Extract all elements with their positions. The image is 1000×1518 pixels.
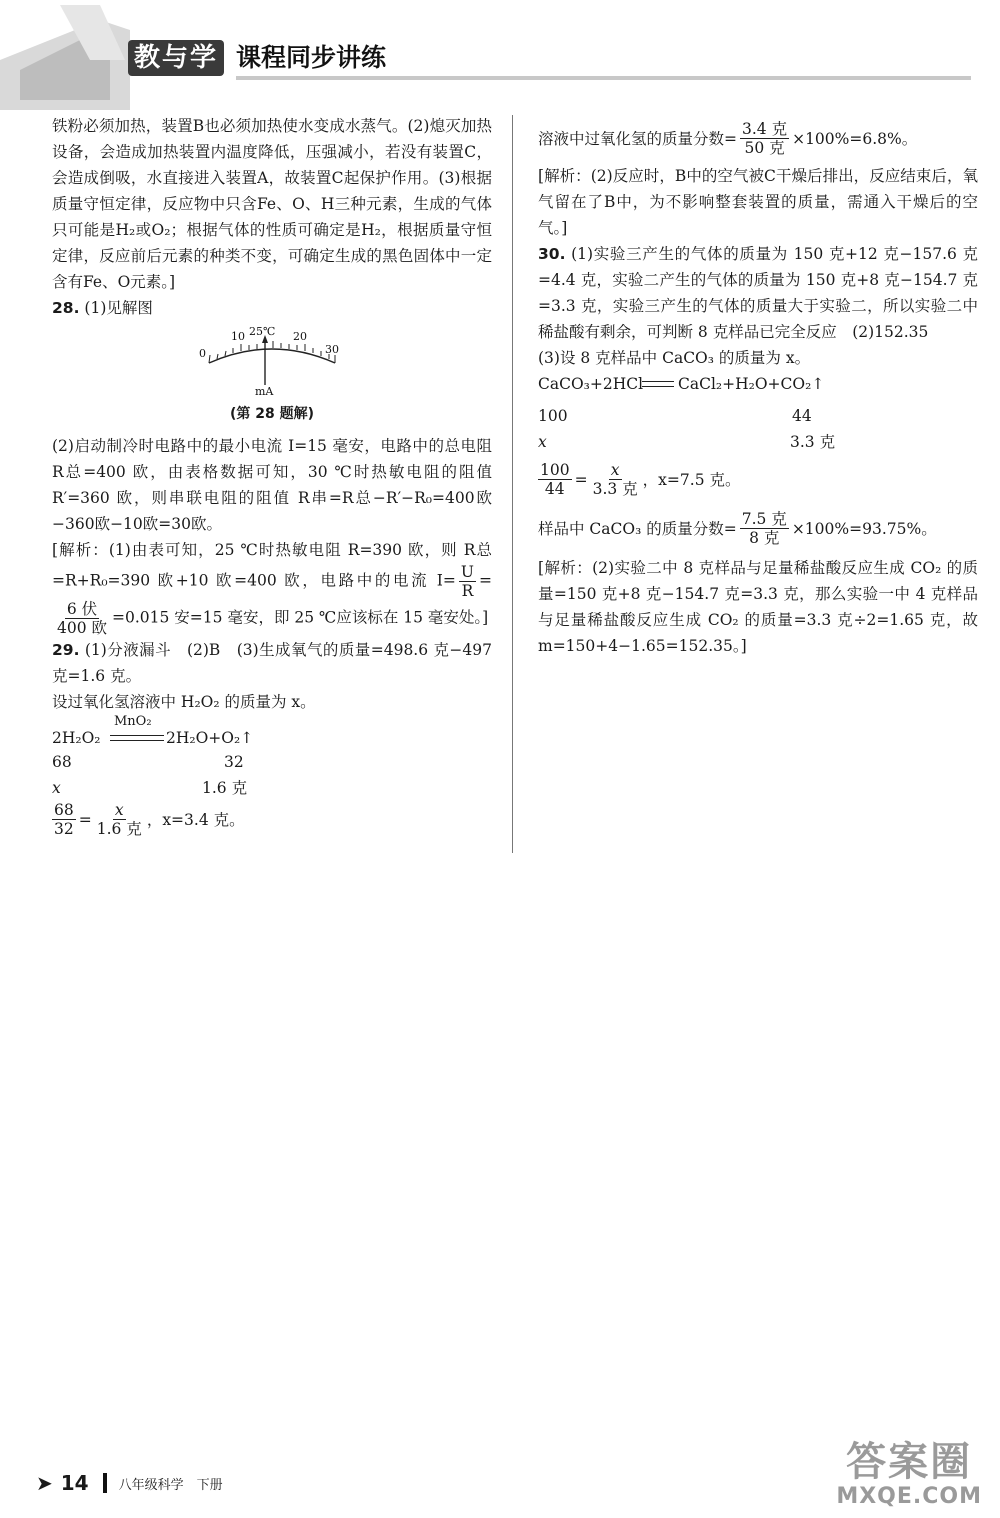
equation-right: CaCl₂+H₂O+CO₂↑ [678,375,825,393]
fraction-u-over-r [459,563,476,600]
fraction-x-over-mass [95,801,144,838]
meter-tick-0: 0 [199,347,206,360]
fraction-caco3-over-sample [740,510,789,547]
q28-number: 28. [52,299,80,317]
mass-fraction-result: ×100%=6.8%。 [792,129,918,148]
fraction-denominator: 1.6 克 [96,820,142,838]
fraction-100-over-44 [538,461,572,498]
proportion-solve: $\frac{68}{32}$ = $\frac{x}{\text{1.6 克}}$ ，x=3.4 克。 [54,801,245,838]
equation-h2o2 [52,715,492,749]
q29-part1-text: (1)分液漏斗 (2)B (3)生成氧气的质量=498.6 克−497 克=1.6 克。 [52,641,492,685]
fraction-denominator: 8 克 [749,529,780,547]
molar-mass-1: 100 [538,407,568,425]
fraction-numerator: 7.5 克 [741,510,787,528]
unknown-x: x [52,779,61,797]
fraction-denominator: 3.3 克 [592,480,638,498]
meter-unit: mA [255,385,274,397]
q28-part1 [52,295,492,321]
known-mass: 3.3 克 [790,433,836,451]
fraction-numerator: x [610,461,620,479]
q30-analysis: [解析：(2)实验二中 8 克样品与足量稀盐酸反应生成 CO₂ 的质量=150 克+8 克−154.7 克=3.3 克，那么实验一中 4 克样品与足量稀盐酸反应生成 CO₂ 的质量=3.3 克÷2=1.65 克，故 m=150+4−1.65=152.35。] [538,559,978,655]
q30-part1-text: (1)实验三产生的气体的质量为 150 克+12 克−157.6 克=4.4 克，实验二产生的气体的质量为 150 克+8 克−154.7 克=3.3 克，实验三产生的气体的质量大于实验二，所以实验二中稀盐酸有剩余，可判断 8 克样品已完全反应 (2)152.35 [538,245,978,341]
unknown-x: x [538,433,547,451]
fraction-68-over-32 [52,801,76,838]
column-divider [512,115,513,853]
meter-tick-10: 10 [231,330,245,343]
q28-analysis-text-a: [解析：(1)由表可知，25 ℃时热敏电阻 R=390 欧，则 R总=R+R₀=390 欧+10 欧=400 欧，电路中的电流 I= [52,541,492,590]
q29-let: 设过氧化氢溶液中 H₂O₂ 的质量为 x。 [52,693,316,711]
fraction-denominator: 50 克 [744,139,785,157]
ammeter-dial-diagram [197,325,347,397]
equation-mass-row [52,749,492,775]
mass-fraction-label: 样品中 CaCO₃ 的质量分数= [538,519,737,538]
q29-number: 29. [52,641,80,659]
equation-mass-row [538,403,978,429]
molar-mass-2: 44 [792,407,812,425]
fraction-numerator: U [460,563,474,581]
fraction-x-over-mass [591,461,640,498]
molar-mass-1: 68 [52,753,72,771]
footer-separator [103,1473,107,1493]
equation-caco3 [538,371,978,397]
q27-continuation: 铁粉必须加热，装置B也必须加热使水变成水蒸气。(2)熄灭加热设备，会造成加热装置内温度降低，压强减小，若没有装置C，会造成倒吸，水直接进入装置A，故装置C起保护作用。(3)根据质量守恒定律，反应物中只含Fe、O、H三种元素，生成的气体只可能是H₂或O₂；根据气体的性质可确定是H₂，根据质量守恒定律，反应前后元素的种类不变，可确定生成的黑色固体中一定含有Fe、O元素。] [52,117,492,291]
mass-fraction-h2o2 [538,120,978,157]
fraction-numerator: x [114,801,124,819]
figure-caption: (第 28 题解) [229,406,315,422]
solve-result: ，x=3.4 克。 [146,810,245,829]
q29-part1 [52,637,492,689]
watermark-logo-text: 答案圈 [846,1439,973,1485]
fraction-voltage-over-resistance [55,600,109,637]
q29-analysis: [解析：(2)反应时，B中的空气被C干燥后排出，反应结束后，氧气留在了B中，为不影响整套装置的质量，需通入干燥后的空气。] [538,167,978,237]
equation-left: CaCO₃+2HCl [538,375,644,393]
brand-logo: 教与学 [128,40,224,76]
equation-value-row [52,775,492,801]
page-header [0,0,1000,110]
equation-right: 2H₂O+O₂↑ [166,729,254,747]
arrow-right-icon: ➤ [36,1471,53,1495]
meter-tick-25c: 25℃ [249,325,276,338]
equation-catalyst: MnO₂ [114,714,152,729]
fraction-numerator: 68 [54,801,74,819]
mass-fraction-label: 溶液中过氧化氢的质量分数= [538,129,737,148]
fraction-numerator: 3.4 克 [742,120,788,138]
q28-part1-text: (1)见解图 [84,299,153,317]
q28-analysis-text-b: =0.015 安=15 毫安，即 25 ℃应该标在 15 毫安处。] [112,608,489,627]
fraction-numerator: 100 [540,461,570,479]
mass-fraction-result: ×100%=93.75%。 [791,519,937,538]
equation-value-row [538,429,978,455]
solve-result: ，x=7.5 克。 [642,470,741,489]
mass-fraction-caco3 [538,510,978,547]
known-mass: 1.6 克 [202,779,248,797]
molar-mass-2: 32 [224,753,244,771]
header-rule [236,76,971,80]
fraction-numerator: 6 伏 [66,600,98,618]
q30-number: 30. [538,245,566,263]
fraction-mass-over-solution [740,120,789,157]
left-column [52,113,492,838]
q30-let: (3)设 8 克样品中 CaCO₃ 的质量为 x。 [538,349,811,367]
fraction-denominator: R [461,582,474,600]
fraction-denominator: 400 欧 [57,619,108,637]
meter-tick-20: 20 [293,330,307,343]
watermark-url: MXQE.COM [836,1484,982,1509]
q28-part2: (2)启动制冷时电路中的最小电流 I=15 毫安，电路中的总电阻 R总=400 欧，由表格数据可知，30 ℃时热敏电阻的阻值 R′=360 欧，则串联电阻的阻值 R串=R总−R′−R₀=400欧−360欧−10欧=30欧。 [52,437,492,533]
equation-equals-bar [642,381,674,387]
book-title: 八年级科学 下册 [118,1477,223,1493]
equation-equals-bar [110,735,164,741]
q28-analysis: [解析：(1)由表可知，25 ℃时热敏电阻 R=390 欧，则 R总=R+R₀=390 欧+10 欧=400 欧，电路中的电流 I= $\frac{U}{R}$ = $\frac{\text{6 伏}}{\text{400 欧}}$ =0.015 安=15 毫安，即 25 ℃应该标在 15 毫安处。] [52,541,492,637]
watermark [836,1440,982,1509]
series-title: 课程同步讲练 [236,43,387,72]
right-column [538,120,978,659]
meter-tick-30: 30 [325,343,339,356]
page-footer [36,1468,223,1498]
fraction-denominator: 32 [54,820,74,838]
page-number: 14 [60,1471,89,1495]
proportion-solve: $\frac{100}{44}$ = $\frac{x}{\text{3.3 克}}$ ，x=7.5 克。 [540,461,741,498]
fraction-denominator: 44 [544,480,565,498]
q30-part1 [538,241,978,345]
equation-left: 2H₂O₂ [52,729,101,747]
